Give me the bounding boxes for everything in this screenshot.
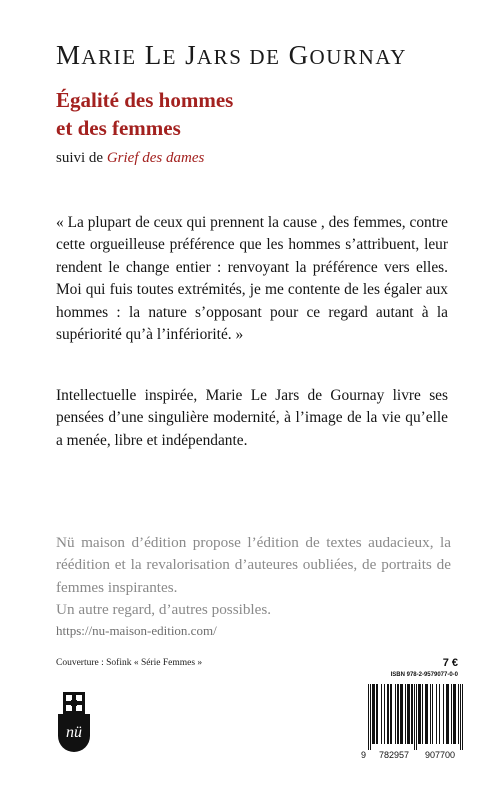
barcode-bar — [422, 684, 423, 744]
barcode-bar — [426, 684, 427, 744]
barcode-bar — [425, 684, 426, 744]
author-initial-g: G — [288, 40, 310, 70]
author-initial-l: L — [144, 40, 163, 70]
barcode-bar — [397, 684, 398, 744]
barcode-bar — [462, 684, 463, 750]
barcode-bar — [409, 684, 410, 744]
barcode — [358, 682, 468, 760]
barcode-bar — [446, 684, 447, 744]
isbn: ISBN 978-2-9579077-0-0 — [390, 672, 458, 678]
subtitle-work: Grief des dames — [106, 150, 205, 166]
barcode-bar — [458, 684, 459, 744]
barcode-bar — [368, 684, 369, 750]
barcode-left-group: 782957 — [378, 750, 410, 760]
barcode-bar — [443, 684, 444, 744]
publisher-description: Nü maison d’édition propose l’édition de textes audacieux, la réédition et la revalorisation d’auteures oubliées, de portraits de femmes inspirantes. — [56, 534, 451, 596]
barcode-bar — [407, 684, 408, 744]
book-blurb: Intellectuelle inspirée, Marie Le Jars de Gournay livre ses pensées d’une singulière modernité, à l’image de la vie qu’elle a menée, libre et indépendante. — [56, 387, 448, 449]
barcode-bar — [401, 684, 402, 744]
barcode-bar — [432, 684, 433, 744]
barcode-bar — [381, 684, 382, 744]
barcode-bar — [414, 684, 415, 750]
publisher-statement — [56, 532, 451, 622]
book-title — [56, 86, 456, 142]
author-first-name-rest: ARIE — [81, 45, 137, 69]
barcode-bar — [427, 684, 428, 744]
barcode-first-digit: 9 — [361, 750, 367, 760]
barcode-bar — [418, 684, 419, 744]
author-jars-rest: ARS DE — [196, 45, 281, 69]
barcode-bar — [420, 684, 421, 744]
barcode-bar — [374, 684, 375, 744]
author-le-rest: E — [162, 45, 178, 69]
barcode-bar — [448, 684, 449, 744]
publisher-url: https://nu-maison-edition.com/ — [56, 623, 217, 638]
barcode-bar — [390, 684, 391, 744]
nu-logo-text: nü — [66, 724, 82, 741]
barcode-bar — [370, 684, 371, 750]
barcode-bar — [453, 684, 454, 744]
barcode-bar — [460, 684, 461, 750]
barcode-bar — [395, 684, 396, 744]
barcode-bar — [416, 684, 417, 750]
barcode-bar — [377, 684, 378, 744]
barcode-bar — [402, 684, 403, 744]
nu-logo-icon — [56, 692, 92, 754]
barcode-bar — [398, 684, 399, 744]
book-subtitle — [56, 150, 204, 167]
barcode-bar — [387, 684, 388, 744]
barcode-bar — [384, 684, 385, 744]
barcode-bar — [373, 684, 374, 744]
barcode-bar — [454, 684, 455, 744]
author-initial-m: M — [56, 40, 82, 70]
excerpt-quote: « La plupart de ceux qui prennent la cause , des femmes, contre cette orgueilleuse préférence que les hommes s’attribuent, leur rendent le change entier : renvoyant la préférence vers elles. Moi qui fuis toutes extrémités, je me contente de les égaler aux hommes : la nature s’opposant pour ce regard autant à la supériorité qu’à l’infériorité. » — [56, 214, 448, 344]
price: 7 € — [442, 657, 458, 669]
barcode-bar — [419, 684, 420, 744]
barcode-bar — [391, 684, 392, 744]
subtitle-prefix: suivi de — [56, 150, 107, 166]
barcode-right-group: 907700 — [424, 750, 456, 760]
barcode-bar — [436, 684, 437, 744]
barcode-bar — [388, 684, 389, 744]
cover-credit: Couverture : Sofink « Série Femmes » — [56, 658, 203, 668]
author-initial-j: J — [185, 40, 197, 70]
barcode-bar — [455, 684, 456, 744]
barcode-bar — [376, 684, 377, 744]
publisher-tagline: Un autre regard, d’autres possibles. — [56, 601, 272, 619]
barcode-bar — [411, 684, 412, 744]
book-title-line-1: Égalité des hommes — [56, 88, 234, 112]
barcode-bar — [408, 684, 409, 744]
barcode-bar — [447, 684, 448, 744]
author-gournay-rest: OURNAY — [309, 45, 407, 69]
book-title-line-2: et des femmes — [56, 116, 181, 140]
barcode-bar — [400, 684, 401, 744]
barcode-bar — [372, 684, 373, 744]
barcode-bar — [405, 684, 406, 744]
barcode-bar — [430, 684, 431, 744]
author-name — [56, 40, 476, 71]
barcode-bar — [451, 684, 452, 744]
barcode-bar — [439, 684, 440, 744]
barcode-bar — [412, 684, 413, 744]
